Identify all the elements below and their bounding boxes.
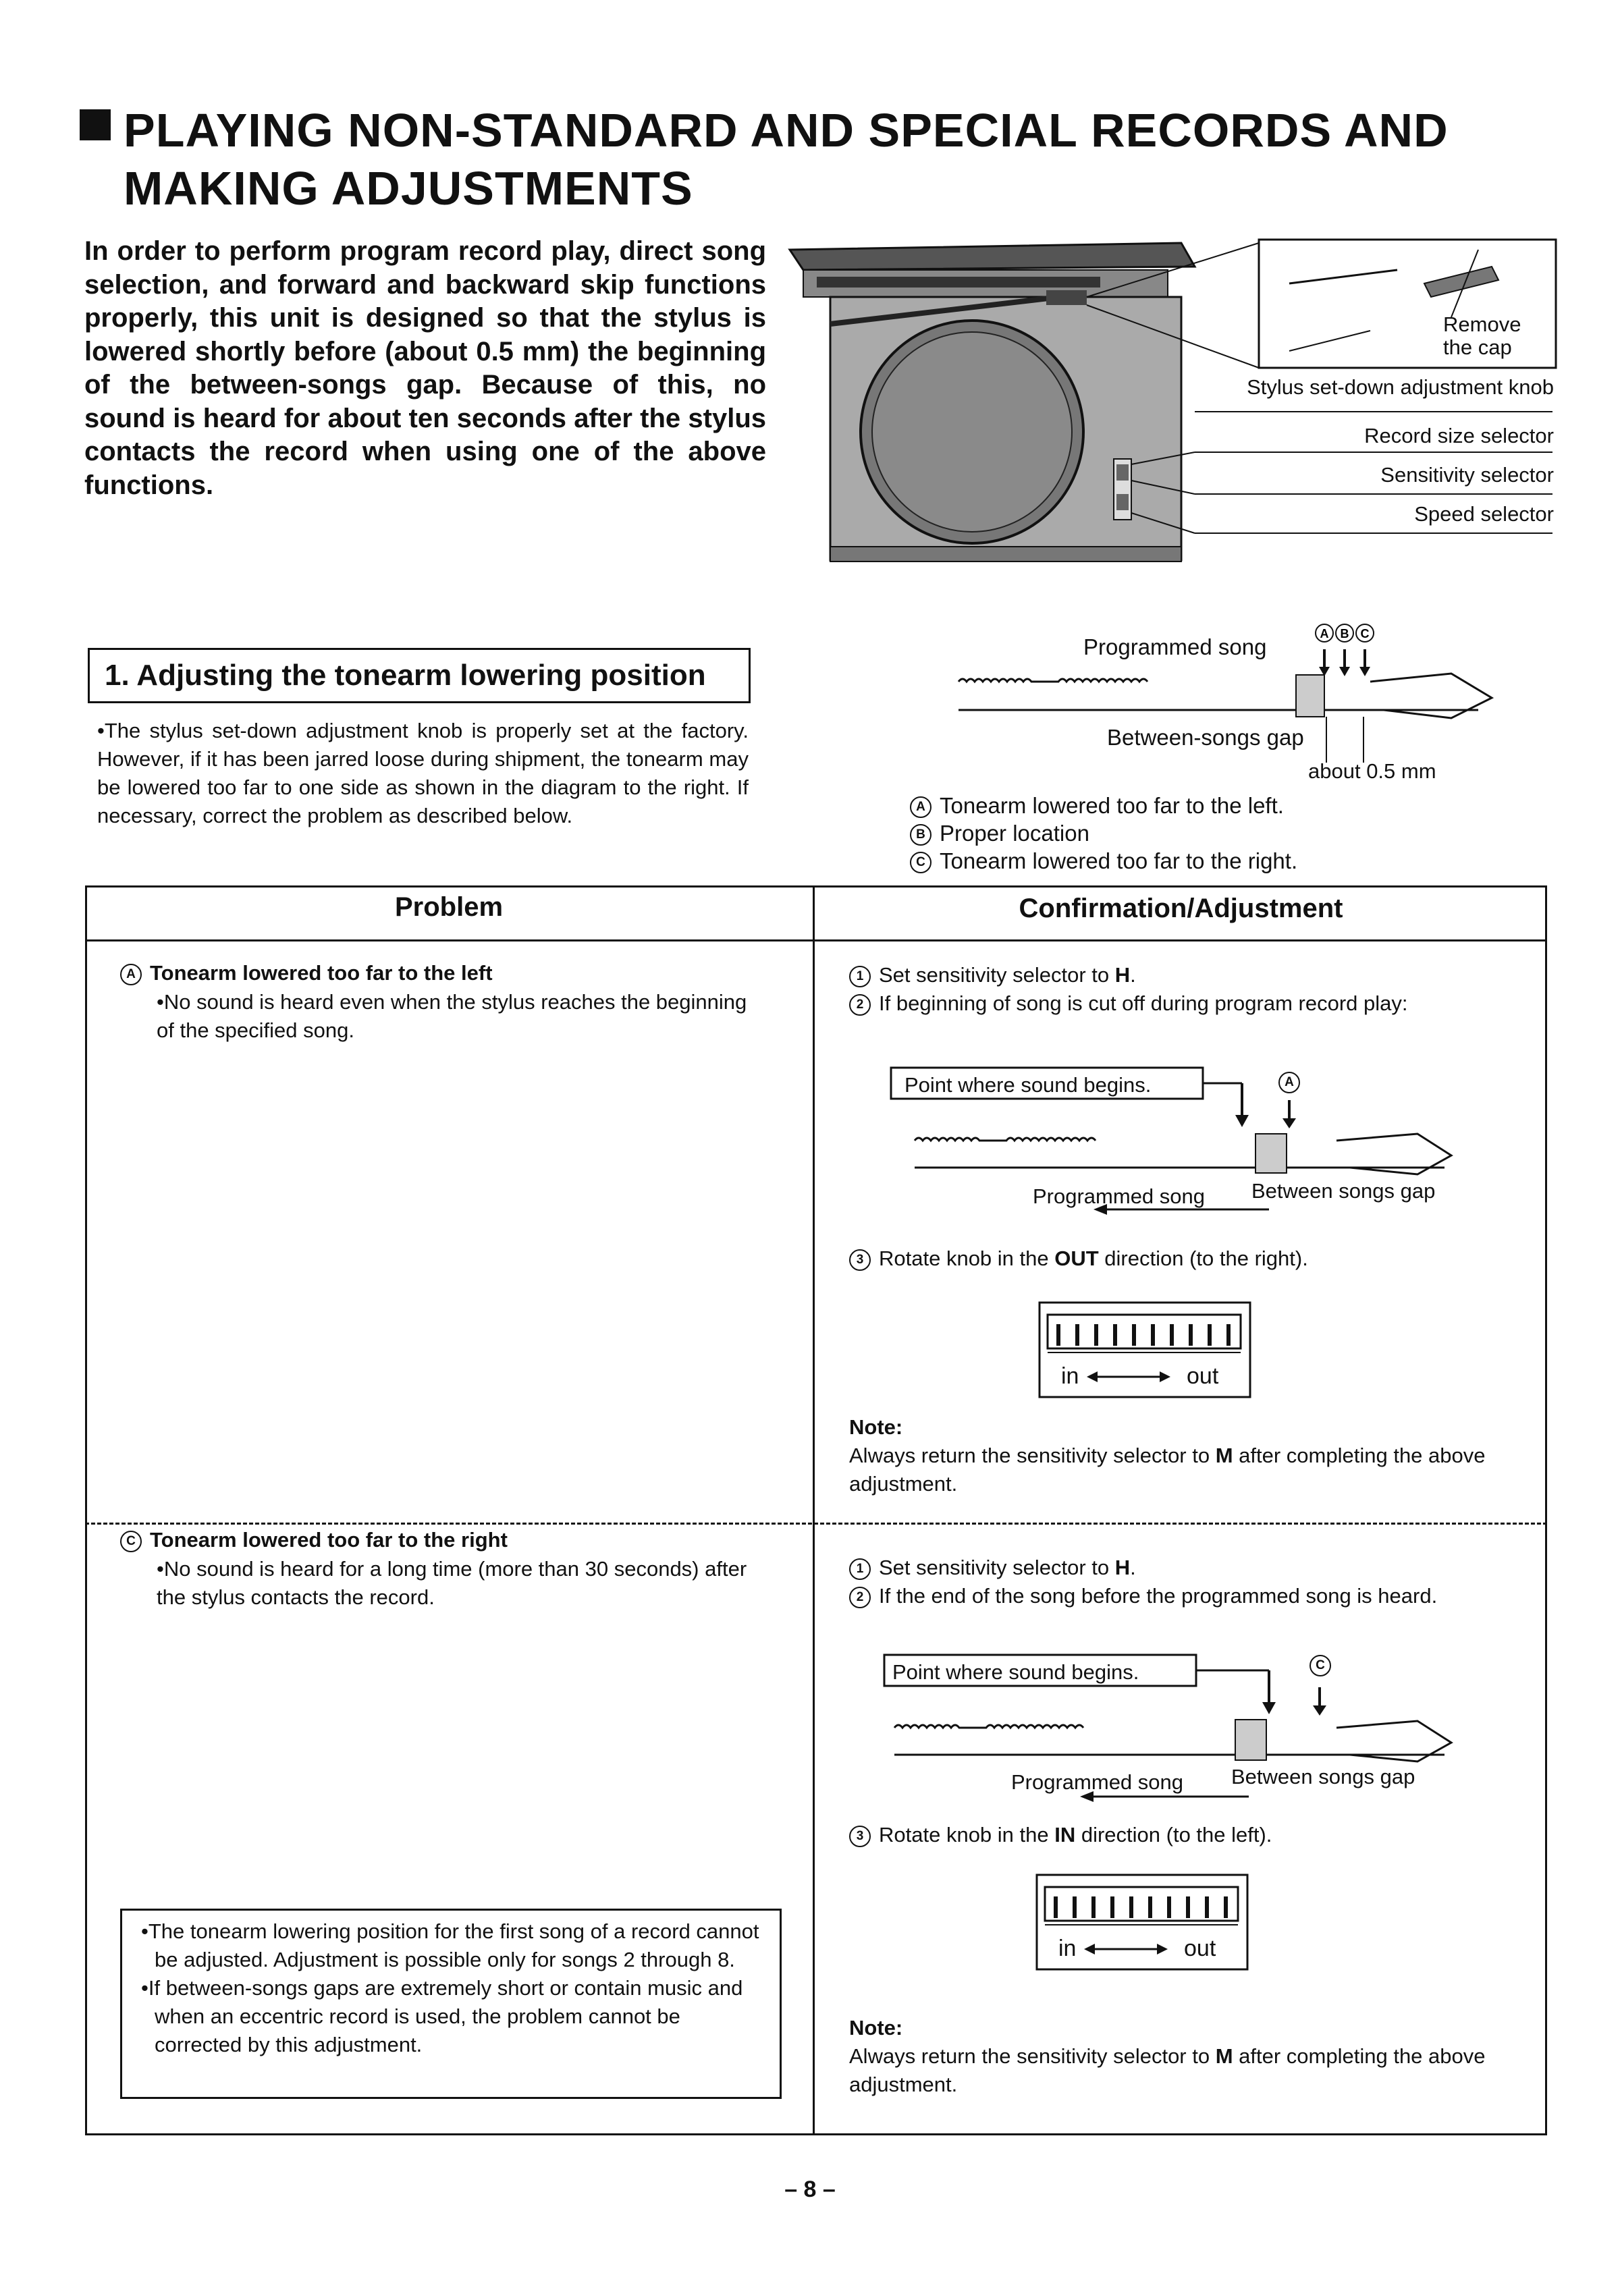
intro-paragraph: In order to perform program record play, direct song selection, and forward and backward skip functions properly, this unit is designed so that the stylus is lowered shortly before (about 0.5 mm) the beginning of the between-songs gap. Because of this, no sound is heard for about ten seconds after the stylus contacts the record when using one of the above functions.	[84, 236, 766, 500]
rowa-step1: 1 Set sensitivity selector to H.	[849, 961, 1136, 989]
rowa-gap-label: Between songs gap	[1251, 1179, 1436, 1203]
problem-a-desc: •No sound is heard even when the stylus reaches the beginning of the specified song.	[157, 990, 747, 1042]
rowc-step2: 2 If the end of the song before the programmed song is heard.	[849, 1582, 1497, 1610]
legend-item-b: B Proper location	[910, 821, 1089, 846]
rowc-note-text: Always return the sensitivity selector to M after completing the above adjustment.	[849, 2044, 1486, 2096]
label-sensitivity-selector: Sensitivity selector	[1380, 463, 1554, 487]
rowa-point-label: Point where sound begins.	[905, 1073, 1152, 1097]
bullet-square-icon	[80, 109, 111, 140]
marker-b	[1336, 624, 1353, 642]
rowa-note-text: Always return the sensitivity selector to M after completing the above adjustment.	[849, 1444, 1486, 1496]
problem-header: Problem	[394, 892, 504, 922]
rowa-note-title: Note:	[849, 1415, 903, 1439]
table-row-separator	[85, 1523, 1547, 1525]
section-heading: 1. Adjusting the tonearm lowering position	[88, 648, 751, 703]
rowc-gap-label: Between songs gap	[1231, 1765, 1415, 1788]
rowa-programmed-song: Programmed song	[1033, 1184, 1206, 1208]
notes-box	[120, 1909, 782, 2099]
rowc-note-title: Note:	[849, 2016, 903, 2040]
turntable-illustration	[776, 229, 1559, 580]
label-stylus-setdown-knob: Stylus set-down adjustment knob	[1247, 375, 1554, 399]
marker-a	[1316, 624, 1333, 642]
legend-item-c: C Tonearm lowered too far to the right.	[910, 848, 1297, 874]
rowc-step3: 3 Rotate knob in the IN direction (to the left).	[849, 1821, 1272, 1849]
rowa-knob-in: in	[1061, 1363, 1079, 1389]
section-bullet: •The stylus set-down adjustment knob is properly set at the factory. However, if it has been jarred loose during shipment, the tonearm may be lowered too far to one side as shown in the diagram to the right. If necessary, correct the problem as described below.	[97, 719, 749, 827]
callout-remove-cap: Remove the cap	[1443, 312, 1521, 359]
rowa-knob-out: out	[1187, 1363, 1219, 1389]
problem-c-desc: •No sound is heard for a long time (more than 30 seconds) after the stylus contacts the record.	[157, 1557, 747, 1609]
page-number: – 8 –	[784, 2177, 836, 2202]
note-item: •The tonearm lowering position for the first song of a record cannot be adjusted. Adjustment is possible only for songs 2 through 8.	[141, 1919, 759, 1971]
svg-text:A: A	[1320, 627, 1329, 640]
adjustment-header: Confirmation/Adjustment	[1019, 894, 1343, 923]
problem-a-title: A Tonearm lowered too far to the left	[120, 961, 493, 985]
page-title-line1: PLAYING NON-STANDARD AND SPECIAL RECORDS AND	[124, 104, 1449, 157]
svg-text:C: C	[1360, 627, 1370, 640]
rowc-diag-mark: C	[1310, 1650, 1339, 1678]
label-record-size-selector: Record size selector	[1364, 424, 1554, 447]
groove-programmed-song: Programmed song	[1083, 634, 1267, 659]
page-title-line2: MAKING ADJUSTMENTS	[124, 162, 693, 215]
table-divider	[813, 885, 815, 2135]
rowa-step2: 2 If beginning of song is cut off during program record play:	[849, 989, 1497, 1018]
problem-c-title: C Tonearm lowered too far to the right	[120, 1528, 508, 1552]
groove-gap-label: Between-songs gap	[1107, 725, 1304, 750]
rowc-step1: 1 Set sensitivity selector to H.	[849, 1554, 1136, 1582]
rowc-knob-in: in	[1058, 1936, 1077, 1961]
rowa-step3: 3 Rotate knob in the OUT direction (to the right).	[849, 1245, 1308, 1273]
groove-distance-label: about 0.5 mm	[1308, 759, 1436, 783]
rowc-point-label: Point where sound begins.	[892, 1660, 1139, 1684]
rowc-programmed-song: Programmed song	[1011, 1770, 1184, 1794]
note-item: •If between-songs gaps are extremely short or contain music and when an eccentric record is used, the problem cannot be corrected by this adjustment.	[141, 1976, 743, 2056]
legend-item-a: A Tonearm lowered too far to the left.	[910, 793, 1284, 819]
label-speed-selector: Speed selector	[1414, 502, 1554, 526]
marker-c	[1356, 624, 1374, 642]
rowa-diag-mark: A	[1278, 1067, 1308, 1095]
table-header-rule	[85, 939, 1547, 941]
groove-diagram	[952, 607, 1546, 783]
rowc-knob-out: out	[1184, 1936, 1216, 1961]
svg-text:B: B	[1340, 627, 1349, 640]
